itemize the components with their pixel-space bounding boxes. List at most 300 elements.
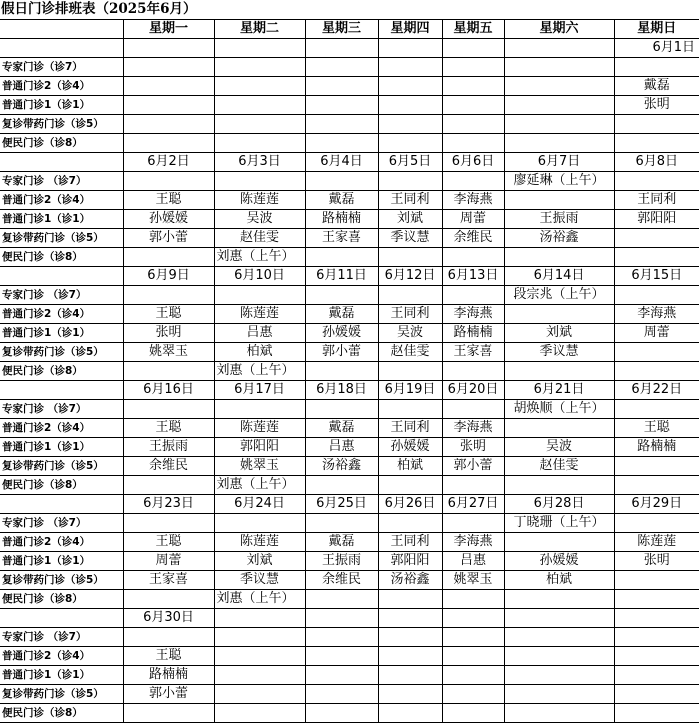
doctor-cell: 王聪 xyxy=(123,305,214,324)
doctor-cell: 刘斌 xyxy=(378,210,442,229)
doctor-cell xyxy=(442,58,504,77)
doctor-cell xyxy=(305,362,378,381)
doctor-cell xyxy=(442,115,504,134)
doctor-cell: 余维民 xyxy=(123,457,214,476)
doctor-cell xyxy=(214,666,305,685)
doctor-cell xyxy=(378,647,442,666)
doctor-cell xyxy=(614,400,699,419)
doctor-cell: 姚翠玉 xyxy=(214,457,305,476)
doctor-cell: 王聪 xyxy=(123,419,214,438)
date-cell xyxy=(504,39,614,58)
date-cell: 6月14日 xyxy=(504,267,614,286)
shift-row xyxy=(0,704,699,723)
shift-row xyxy=(0,343,699,362)
doctor-cell xyxy=(504,77,614,96)
doctor-cell xyxy=(214,286,305,305)
date-cell xyxy=(378,39,442,58)
doctor-cell xyxy=(504,590,614,609)
doctor-cell xyxy=(504,248,614,267)
doctor-cell xyxy=(378,96,442,115)
doctor-cell xyxy=(378,666,442,685)
shift-row xyxy=(0,533,699,552)
doctor-cell: 吕惠 xyxy=(214,324,305,343)
shift-row xyxy=(0,77,699,96)
doctor-cell: 陈莲莲 xyxy=(214,191,305,210)
doctor-cell xyxy=(504,419,614,438)
date-cell: 6月15日 xyxy=(614,267,699,286)
doctor-cell: 周蕾 xyxy=(614,324,699,343)
doctor-cell: 王家喜 xyxy=(123,571,214,590)
doctor-cell xyxy=(442,172,504,191)
shift-row xyxy=(0,438,699,457)
doctor-cell: 赵佳雯 xyxy=(378,343,442,362)
clinic-category-cell: 普通门诊1（诊1） xyxy=(0,666,123,685)
doctor-cell xyxy=(305,134,378,153)
clinic-category-cell: 复诊带药门诊（诊5） xyxy=(0,685,123,704)
doctor-cell xyxy=(504,666,614,685)
doctor-cell xyxy=(305,286,378,305)
date-cell: 6月6日 xyxy=(442,153,504,172)
shift-row xyxy=(0,457,699,476)
doctor-cell xyxy=(123,476,214,495)
shift-row xyxy=(0,590,699,609)
doctor-cell: 张明 xyxy=(123,324,214,343)
doctor-cell xyxy=(442,590,504,609)
doctor-cell: 王同利 xyxy=(378,191,442,210)
doctor-cell: 李海燕 xyxy=(442,305,504,324)
doctor-cell xyxy=(378,400,442,419)
clinic-category-cell: 专家门诊（诊7） xyxy=(0,58,123,77)
weekday-header-cell: 星期三 xyxy=(305,20,378,39)
date-cell xyxy=(442,39,504,58)
doctor-cell xyxy=(614,457,699,476)
weekday-header-cell: 星期日 xyxy=(614,20,699,39)
doctor-cell xyxy=(504,115,614,134)
doctor-cell: 王振雨 xyxy=(504,210,614,229)
doctor-cell xyxy=(378,685,442,704)
doctor-cell: 王家喜 xyxy=(442,343,504,362)
doctor-cell: 郭阳阳 xyxy=(378,552,442,571)
clinic-category-cell: 普通门诊2（诊4） xyxy=(0,305,123,324)
shift-row xyxy=(0,172,699,191)
doctor-cell: 柏斌 xyxy=(504,571,614,590)
doctor-cell xyxy=(305,96,378,115)
doctor-cell: 姚翠玉 xyxy=(442,571,504,590)
doctor-cell xyxy=(378,362,442,381)
doctor-cell xyxy=(305,514,378,533)
weekday-header-row xyxy=(0,20,699,39)
doctor-cell xyxy=(305,77,378,96)
shift-row xyxy=(0,96,699,115)
doctor-cell: 胡焕顺（上午） xyxy=(504,400,614,419)
shift-row xyxy=(0,571,699,590)
doctor-cell: 戴磊 xyxy=(305,305,378,324)
date-cell xyxy=(214,39,305,58)
shift-row xyxy=(0,628,699,647)
date-cell: 6月16日 xyxy=(123,381,214,400)
date-cell: 6月21日 xyxy=(504,381,614,400)
doctor-cell xyxy=(614,704,699,723)
doctor-cell xyxy=(614,685,699,704)
doctor-cell xyxy=(614,229,699,248)
doctor-cell: 李海燕 xyxy=(442,419,504,438)
doctor-cell xyxy=(123,704,214,723)
doctor-cell: 汤裕鑫 xyxy=(504,229,614,248)
doctor-cell xyxy=(442,514,504,533)
doctor-cell xyxy=(614,647,699,666)
date-cell xyxy=(305,609,378,628)
doctor-cell xyxy=(442,286,504,305)
doctor-cell xyxy=(305,590,378,609)
date-cell xyxy=(123,39,214,58)
doctor-cell xyxy=(305,400,378,419)
doctor-cell xyxy=(614,134,699,153)
date-cell xyxy=(614,609,699,628)
doctor-cell xyxy=(614,58,699,77)
doctor-cell xyxy=(378,248,442,267)
doctor-cell: 孙媛媛 xyxy=(305,324,378,343)
doctor-cell xyxy=(378,514,442,533)
doctor-cell: 王聪 xyxy=(123,533,214,552)
doctor-cell: 王同利 xyxy=(378,419,442,438)
doctor-cell: 王聪 xyxy=(123,647,214,666)
doctor-cell xyxy=(305,704,378,723)
date-cell xyxy=(442,609,504,628)
doctor-cell: 王振雨 xyxy=(123,438,214,457)
doctor-cell xyxy=(305,58,378,77)
shift-row xyxy=(0,476,699,495)
date-cell: 6月23日 xyxy=(123,495,214,514)
date-row xyxy=(0,267,699,286)
doctor-cell xyxy=(123,96,214,115)
date-cell xyxy=(378,609,442,628)
clinic-category-cell: 普通门诊1（诊1） xyxy=(0,210,123,229)
date-label-cell xyxy=(0,267,123,286)
doctor-cell xyxy=(442,476,504,495)
doctor-cell xyxy=(442,647,504,666)
doctor-cell xyxy=(214,400,305,419)
doctor-cell xyxy=(614,628,699,647)
date-cell: 6月7日 xyxy=(504,153,614,172)
doctor-cell xyxy=(504,191,614,210)
doctor-cell xyxy=(378,77,442,96)
doctor-cell xyxy=(442,77,504,96)
doctor-cell xyxy=(305,685,378,704)
date-cell: 6月13日 xyxy=(442,267,504,286)
doctor-cell xyxy=(378,134,442,153)
doctor-cell xyxy=(614,343,699,362)
doctor-cell xyxy=(614,248,699,267)
clinic-category-cell: 普通门诊1（诊1） xyxy=(0,324,123,343)
date-cell: 6月18日 xyxy=(305,381,378,400)
doctor-cell: 刘斌 xyxy=(504,324,614,343)
doctor-cell: 姚翠玉 xyxy=(123,343,214,362)
doctor-cell: 季议慧 xyxy=(214,571,305,590)
doctor-cell: 戴磊 xyxy=(305,419,378,438)
date-cell: 6月5日 xyxy=(378,153,442,172)
doctor-cell: 郭小蕾 xyxy=(123,685,214,704)
date-label-cell xyxy=(0,39,123,58)
date-cell: 6月9日 xyxy=(123,267,214,286)
doctor-cell xyxy=(442,362,504,381)
doctor-cell: 吕惠 xyxy=(442,552,504,571)
clinic-category-cell: 复诊带药门诊（诊5） xyxy=(0,571,123,590)
doctor-cell xyxy=(378,704,442,723)
doctor-cell xyxy=(442,628,504,647)
doctor-cell xyxy=(442,96,504,115)
doctor-cell xyxy=(442,704,504,723)
weekday-header-cell: 星期二 xyxy=(214,20,305,39)
doctor-cell: 陈莲莲 xyxy=(614,533,699,552)
doctor-cell xyxy=(614,666,699,685)
date-row xyxy=(0,495,699,514)
date-row xyxy=(0,609,699,628)
date-cell: 6月22日 xyxy=(614,381,699,400)
date-label-cell xyxy=(0,381,123,400)
date-row xyxy=(0,381,699,400)
doctor-cell xyxy=(378,286,442,305)
doctor-cell: 吴波 xyxy=(504,438,614,457)
doctor-cell xyxy=(442,134,504,153)
doctor-cell: 刘惠（上午） xyxy=(214,362,305,381)
doctor-cell: 刘惠（上午） xyxy=(214,248,305,267)
doctor-cell: 吕惠 xyxy=(305,438,378,457)
clinic-category-cell: 便民门诊（诊8） xyxy=(0,248,123,267)
weekday-header-cell: 星期四 xyxy=(378,20,442,39)
schedule-body xyxy=(0,20,699,723)
doctor-cell xyxy=(442,666,504,685)
doctor-cell xyxy=(442,685,504,704)
doctor-cell xyxy=(378,628,442,647)
doctor-cell xyxy=(123,77,214,96)
doctor-cell: 汤裕鑫 xyxy=(305,457,378,476)
clinic-category-cell: 普通门诊2（诊4） xyxy=(0,533,123,552)
shift-row xyxy=(0,210,699,229)
doctor-cell: 王聪 xyxy=(614,419,699,438)
date-label-cell xyxy=(0,153,123,172)
doctor-cell xyxy=(504,305,614,324)
doctor-cell: 吴波 xyxy=(378,324,442,343)
doctor-cell: 吴波 xyxy=(214,210,305,229)
clinic-category-cell: 便民门诊（诊8） xyxy=(0,476,123,495)
doctor-cell xyxy=(504,704,614,723)
doctor-cell xyxy=(123,628,214,647)
doctor-cell: 廖延琳（上午） xyxy=(504,172,614,191)
doctor-cell xyxy=(378,172,442,191)
date-cell: 6月10日 xyxy=(214,267,305,286)
doctor-cell: 孙媛媛 xyxy=(378,438,442,457)
doctor-cell xyxy=(504,647,614,666)
weekday-header-cell: 星期五 xyxy=(442,20,504,39)
doctor-cell xyxy=(214,685,305,704)
date-cell: 6月17日 xyxy=(214,381,305,400)
doctor-cell: 陈莲莲 xyxy=(214,533,305,552)
doctor-cell: 王振雨 xyxy=(305,552,378,571)
doctor-cell: 路楠楠 xyxy=(442,324,504,343)
shift-row xyxy=(0,229,699,248)
doctor-cell: 季议慧 xyxy=(504,343,614,362)
shift-row xyxy=(0,400,699,419)
doctor-cell xyxy=(123,286,214,305)
doctor-cell xyxy=(123,248,214,267)
doctor-cell xyxy=(214,115,305,134)
date-cell: 6月20日 xyxy=(442,381,504,400)
doctor-cell xyxy=(504,476,614,495)
doctor-cell xyxy=(123,514,214,533)
doctor-cell: 柏斌 xyxy=(214,343,305,362)
doctor-cell: 李海燕 xyxy=(614,305,699,324)
clinic-category-cell: 便民门诊（诊8） xyxy=(0,362,123,381)
doctor-cell xyxy=(614,571,699,590)
clinic-category-cell: 复诊带药门诊（诊5） xyxy=(0,115,123,134)
doctor-cell xyxy=(214,704,305,723)
schedule-table xyxy=(0,20,699,723)
doctor-cell xyxy=(214,647,305,666)
doctor-cell xyxy=(214,96,305,115)
clinic-category-cell: 普通门诊2（诊4） xyxy=(0,419,123,438)
shift-row xyxy=(0,286,699,305)
clinic-category-cell: 普通门诊1（诊1） xyxy=(0,552,123,571)
shift-row xyxy=(0,191,699,210)
doctor-cell xyxy=(214,134,305,153)
doctor-cell xyxy=(123,590,214,609)
doctor-cell xyxy=(504,134,614,153)
doctor-cell xyxy=(378,476,442,495)
doctor-cell: 丁晓珊（上午） xyxy=(504,514,614,533)
doctor-cell: 孙媛媛 xyxy=(504,552,614,571)
doctor-cell xyxy=(305,647,378,666)
doctor-cell xyxy=(504,362,614,381)
doctor-cell xyxy=(614,286,699,305)
doctor-cell xyxy=(614,476,699,495)
doctor-cell xyxy=(123,58,214,77)
doctor-cell xyxy=(504,533,614,552)
shift-row xyxy=(0,552,699,571)
date-cell: 6月30日 xyxy=(123,609,214,628)
date-row xyxy=(0,39,699,58)
doctor-cell xyxy=(123,362,214,381)
clinic-category-cell: 普通门诊1（诊1） xyxy=(0,96,123,115)
shift-row xyxy=(0,362,699,381)
date-cell: 6月1日 xyxy=(614,39,699,58)
doctor-cell: 郭小蕾 xyxy=(123,229,214,248)
date-row xyxy=(0,153,699,172)
date-label-cell xyxy=(0,609,123,628)
clinic-category-cell: 复诊带药门诊（诊5） xyxy=(0,343,123,362)
shift-row xyxy=(0,58,699,77)
clinic-category-cell: 复诊带药门诊（诊5） xyxy=(0,229,123,248)
doctor-cell: 余维民 xyxy=(442,229,504,248)
doctor-cell xyxy=(378,590,442,609)
doctor-cell: 张明 xyxy=(614,96,699,115)
date-cell xyxy=(504,609,614,628)
date-cell: 6月28日 xyxy=(504,495,614,514)
doctor-cell: 王家喜 xyxy=(305,229,378,248)
doctor-cell: 段宗兆（上午） xyxy=(504,286,614,305)
clinic-category-cell: 复诊带药门诊（诊5） xyxy=(0,457,123,476)
doctor-cell xyxy=(123,115,214,134)
doctor-cell xyxy=(214,514,305,533)
doctor-cell: 余维民 xyxy=(305,571,378,590)
doctor-cell xyxy=(305,172,378,191)
doctor-cell xyxy=(214,77,305,96)
doctor-cell xyxy=(305,666,378,685)
doctor-cell xyxy=(504,628,614,647)
doctor-cell xyxy=(305,476,378,495)
shift-row xyxy=(0,248,699,267)
clinic-category-cell: 专家门诊 （诊7） xyxy=(0,514,123,533)
doctor-cell xyxy=(123,400,214,419)
doctor-cell: 汤裕鑫 xyxy=(378,571,442,590)
doctor-cell: 戴磊 xyxy=(614,77,699,96)
clinic-category-cell: 专家门诊 （诊7） xyxy=(0,286,123,305)
sheet-title: 假日门诊排班表（2025年6月） xyxy=(0,0,699,20)
doctor-cell: 路楠楠 xyxy=(614,438,699,457)
doctor-cell xyxy=(378,58,442,77)
shift-row xyxy=(0,324,699,343)
doctor-cell xyxy=(614,590,699,609)
doctor-cell: 刘惠（上午） xyxy=(214,590,305,609)
date-cell: 6月3日 xyxy=(214,153,305,172)
doctor-cell: 郭小蕾 xyxy=(305,343,378,362)
clinic-category-cell: 普通门诊1（诊1） xyxy=(0,438,123,457)
doctor-cell: 王聪 xyxy=(123,191,214,210)
doctor-cell: 李海燕 xyxy=(442,533,504,552)
doctor-cell: 刘惠（上午） xyxy=(214,476,305,495)
date-cell: 6月8日 xyxy=(614,153,699,172)
clinic-category-cell: 普通门诊2（诊4） xyxy=(0,647,123,666)
doctor-cell xyxy=(123,172,214,191)
date-cell: 6月4日 xyxy=(305,153,378,172)
doctor-cell: 戴磊 xyxy=(305,191,378,210)
shift-row xyxy=(0,666,699,685)
doctor-cell: 郭阳阳 xyxy=(214,438,305,457)
doctor-cell xyxy=(123,134,214,153)
doctor-cell xyxy=(504,58,614,77)
doctor-cell xyxy=(305,248,378,267)
clinic-category-cell: 专家门诊 （诊7） xyxy=(0,628,123,647)
date-cell xyxy=(305,39,378,58)
doctor-cell: 赵佳雯 xyxy=(504,457,614,476)
date-cell: 6月11日 xyxy=(305,267,378,286)
date-cell: 6月25日 xyxy=(305,495,378,514)
doctor-cell: 柏斌 xyxy=(378,457,442,476)
date-cell: 6月27日 xyxy=(442,495,504,514)
shift-row xyxy=(0,305,699,324)
shift-row xyxy=(0,685,699,704)
shift-row xyxy=(0,115,699,134)
doctor-cell: 陈莲莲 xyxy=(214,305,305,324)
doctor-cell xyxy=(614,514,699,533)
date-cell: 6月26日 xyxy=(378,495,442,514)
doctor-cell: 戴磊 xyxy=(305,533,378,552)
clinic-category-cell: 普通门诊2（诊4） xyxy=(0,77,123,96)
doctor-cell xyxy=(214,58,305,77)
date-cell: 6月19日 xyxy=(378,381,442,400)
doctor-cell xyxy=(504,685,614,704)
shift-row xyxy=(0,647,699,666)
doctor-cell xyxy=(378,115,442,134)
date-cell: 6月24日 xyxy=(214,495,305,514)
doctor-cell: 王同利 xyxy=(378,533,442,552)
corner-cell xyxy=(0,20,123,39)
doctor-cell xyxy=(214,628,305,647)
clinic-category-cell: 普通门诊2（诊4） xyxy=(0,191,123,210)
weekday-header-cell: 星期六 xyxy=(504,20,614,39)
doctor-cell: 周蕾 xyxy=(123,552,214,571)
shift-row xyxy=(0,514,699,533)
doctor-cell: 王同利 xyxy=(378,305,442,324)
